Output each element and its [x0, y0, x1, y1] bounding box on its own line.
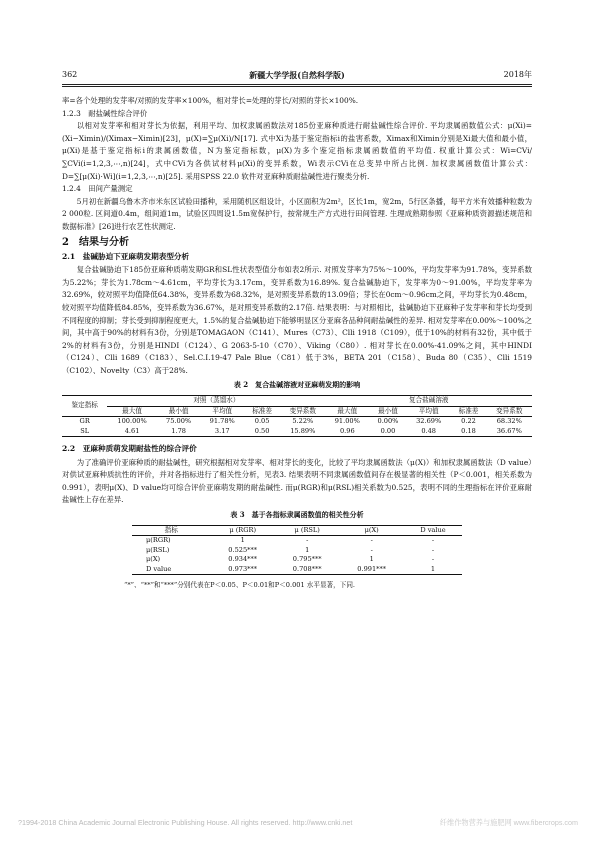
table-3-row-label: μ(RSL) [146, 545, 170, 554]
table-cell: 36.67% [487, 427, 532, 437]
table-2-col-header: 标准差 [244, 406, 280, 417]
table-cell: - [431, 536, 435, 545]
table-cell: - [370, 545, 373, 554]
intro-line: 率=各个处理的发芽率/对照的发芽率×100%，相对芽长=处理的芽长/对照的芽长×100%. [62, 96, 359, 105]
table-cell: - [431, 555, 435, 564]
table-cell: 75.00% [166, 417, 192, 426]
table-cell: 3.17 [200, 427, 244, 437]
table-cell: 0.96 [325, 427, 369, 437]
table-cell: 1 [305, 545, 310, 554]
table-3-col-header: D value [404, 525, 462, 536]
table-cell: 0.525*** [228, 545, 258, 554]
section-2-title: 2 结果与分析 [62, 236, 129, 248]
running-header [62, 68, 532, 82]
section-1-2-4-title: 1.2.4 田间产量测定 [62, 184, 133, 194]
table-3-caption: 表 3 基于各指标隶属函数值的相关性分析 [230, 510, 364, 520]
table-cell: - [431, 545, 435, 554]
section-2-1-title: 2.1 盐碱胁迫下亚麻萌发期表型分析 [62, 251, 190, 261]
table-3-row-label: μ(RGR) [146, 536, 171, 545]
table-2-col-header: 变异系数 [487, 406, 532, 417]
table-cell: 1 [240, 536, 245, 545]
table-2-col-header: 最小值 [157, 406, 201, 417]
section-1-2-3-title: 1.2.3 耐盐碱性综合评价 [62, 108, 148, 118]
table-row [62, 427, 532, 437]
table-cell: 15.89% [280, 427, 325, 437]
table-cell: 1 [369, 555, 374, 564]
table-cell: - [306, 536, 309, 545]
table-cell: 0.991*** [339, 565, 404, 575]
table-2-col-header: 平均值 [407, 406, 451, 417]
table-3-row-label: D value [132, 565, 210, 575]
table-2-row-label: SL [62, 427, 107, 437]
table-cell: 0.00% [377, 417, 399, 426]
table-2-col-header: 最大值 [107, 406, 156, 417]
table-2-row-label: GR [79, 417, 90, 426]
table-row [132, 565, 462, 575]
table-2-stub-header: 鉴定指标 [62, 396, 107, 417]
table-cell: 1 [404, 565, 462, 575]
table-2-group-control: 对照（蒸馏水） [107, 396, 325, 407]
table-3-row-label: μ(X) [146, 555, 161, 564]
section-1-2-3-text: 以相对发芽率和相对芽长为依据，利用平均、加权隶属函数法对185份亚麻种质进行耐盐碱性综合评价. 平均隶属函数值公式：μ(Xi)=(Xi−Ximin)/(Ximax−Ximin)[23]，μ(X)=∑μ(Xi)/N[17]. 式中Xi为基于鉴定指标i的盐害系数，Ximax和Ximin分别是Xi最大值和最小值，μ(Xi)是基于鉴定指标i的隶属函数值，N为鉴定指标数，μ(X)为多个鉴定指标隶属函数值的平均值. 权重计算公式：Wi=CVi/∑CVi(i=1,2,3,⋯,n)[24]，式中CVi为各供试材料μ(Xi)的变异系数，Wi表示CVi在总变异中所占比例. 加权隶属函数值计算公式：D=∑[μ(Xi)·Wi](i=1,2,3,⋯,n)[25]. 采用SPSS 22.0 软件对亚麻种质耐盐碱性进行聚类分析. [62, 121, 532, 181]
table-3-col-header: 指标 [132, 525, 210, 536]
table-row [62, 417, 532, 427]
table-cell: 0.934*** [228, 555, 258, 564]
table-row [132, 536, 462, 546]
table-row [132, 546, 462, 556]
copyright-line: ?1994-2018 China Academic Journal Electronic Publishing House. All rights reserved. http://www.cnki.net [18, 818, 353, 827]
table-2-col-header: 最小值 [369, 406, 407, 417]
table-2-caption: 表 2 复合盐碱溶液对亚麻萌发期的影响 [233, 380, 361, 390]
table-cell: 1.78 [157, 427, 201, 437]
table-3-col-header: μ(X) [339, 525, 404, 536]
table-2-group-saline: 复合盐碱溶液 [325, 396, 532, 407]
table-cell: 0.18 [450, 427, 486, 437]
table-cell: 0.00 [369, 427, 407, 437]
table-cell: 5.22% [292, 417, 314, 426]
table-2-col-header: 最大值 [325, 406, 369, 417]
table-2-col-header: 平均值 [200, 406, 244, 417]
table-cell: 0.973*** [210, 565, 275, 575]
section-1-2-4-text: 5月初在新疆乌鲁木齐市米东区试验田播种，采用随机区组设计，小区面积为2m²，区长1m，宽2m，5行区条播，每平方米有效播种粒数为2 000粒. 区间道0.4m，组间道1m，试验区四周设1.5m宽保护行，按常规生产方式进行田间管理. 生理成熟期参照《亚麻种质资源描述规范和数据标准》[26]进行农艺性状测定. [62, 196, 532, 231]
table-cell: 0.05 [254, 417, 270, 426]
table-cell: - [370, 536, 373, 545]
table-2-col-header: 变异系数 [280, 406, 325, 417]
table-cell: 91.00% [334, 417, 360, 426]
table-cell: 91.78% [209, 417, 235, 426]
article-body [62, 95, 532, 592]
section-2-2-text: 为了准确评价亚麻种质的耐盐碱性，研究根据相对发芽率、相对芽长的变化，比较了平均隶属函数法（μ(X)）和加权隶属函数法（D value）对供试亚麻种质抗性的评价，并对各指标进行了相关性分析，见表3. 结果表明不同隶属函数值间存在极显著的相关性（P＜0.001，相关系数为0.991），表明μ(X)、D value均可综合评价亚麻萌发期的耐盐碱性. 而μ(RGR)和μ(RSL)相关系数为0.525，表明不同的生理指标在评价亚麻耐盐碱性上存在差异. [62, 457, 532, 505]
table-2 [62, 395, 532, 437]
table-cell: 0.50 [244, 427, 280, 437]
table-cell: 0.708*** [275, 565, 340, 575]
table-3-footnote: “*”、“**”和“***”分别代表在P＜0.05、P＜0.01和P＜0.001 水平显著，下同. [124, 581, 356, 590]
table-cell: 4.61 [107, 427, 156, 437]
table-3 [132, 525, 462, 576]
section-2-2-title: 2.2 亚麻种质萌发期耐盐性的综合评价 [62, 444, 197, 454]
section-2-1-text: 复合盐碱胁迫下185份亚麻种质萌发期GR和SL性状表型值分布如表2所示. 对照发芽率为75%～100%，平均发芽率为91.78%，变异系数为5.22%；芽长为1.78cm～4.61cm，平均芽长为3.17cm，变异系数为16.89%. 复合盐碱胁迫下，发芽率为0～91.00%，平均发芽率为32.69%，较对照平均值降低64.38%，变异系数为68.32%，是对照变异系数的13.09倍；芽长在0cm～0.96cm之间，平均芽长为0.48cm，较对照平均值降低84.85%，变异系数为36.67%，是对照变异系数的2.17倍. 结果表明：与对照相比，盐碱胁迫下亚麻种子发芽率和芽长均受到不同程度的抑制；芽长受到抑制程度更大，1.5%的复合盐碱胁迫下能够明显区分亚麻各品种间耐盐碱性的差异. 相对发芽率在0.00%～100%之间，其中高于90%的材料有3份，分别是TOMAGAON（C141）、Mures（C73）、Clli 1918（C109），低于10%的材料有32份，其中低于2%的材料有3份，分别是HINDI（C124）、G 2063-5-10（C70）、Viking（C80）. 相对芽长在0.00%-41.09%之间，其中HINDI（C124）、Clli 1689（C183）、Sel.C.I.19-47 Pale Blue（C81）低于3%，BETA 201（C158）、Buda 80（C35）、Clli 1519（C102）、Novelty（C3）高于28%. [62, 265, 532, 375]
table-cell: 0.795*** [292, 555, 322, 564]
table-cell: 0.48 [407, 427, 451, 437]
table-cell: 68.32% [496, 417, 522, 426]
header-rule-thin [62, 86, 532, 87]
table-cell: 0.22 [461, 417, 476, 426]
table-2-col-header: 标准差 [450, 406, 486, 417]
table-3-col-header: μ (RGR) [210, 525, 275, 536]
table-row [132, 555, 462, 565]
header-rule [62, 84, 532, 85]
site-watermark: 纤维作物营养与施肥网 www.fibercrops.com [439, 818, 578, 827]
journal-year: 2018年 [503, 70, 532, 79]
table-3-col-header: μ (RSL) [275, 525, 340, 536]
page-number: 362 [62, 70, 78, 79]
journal-title: 新疆大学学报(自然科学版) [249, 70, 345, 80]
table-cell: 100.00% [117, 417, 147, 426]
table-cell: 32.69% [416, 417, 442, 426]
page-footer [18, 818, 578, 830]
